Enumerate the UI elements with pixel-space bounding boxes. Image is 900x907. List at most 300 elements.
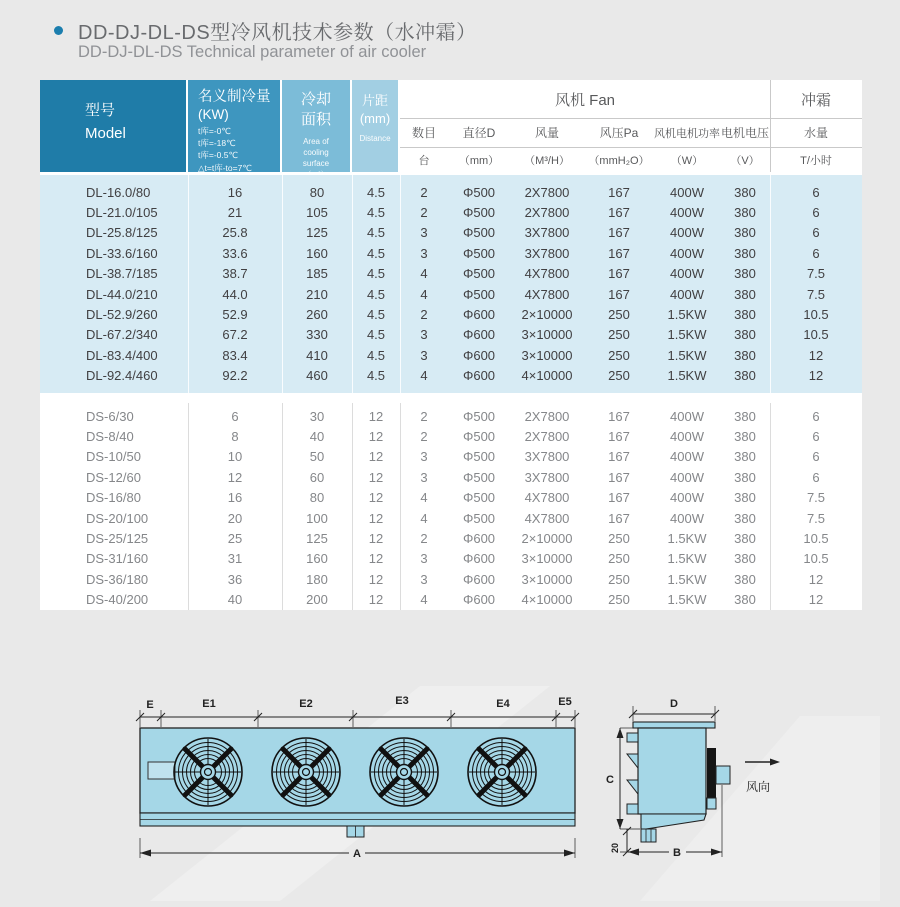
wind-direction-label: 风向 <box>746 780 771 794</box>
model-cell: DS-36/180 <box>86 571 149 587</box>
value-cell: 6 <box>812 225 820 241</box>
fan-col-pressure: 风压Pa <box>599 126 639 140</box>
capacity-note: t库=-0.5℃ <box>198 150 239 161</box>
value-cell: 4.5 <box>366 266 386 282</box>
value-cell: 12 <box>808 592 824 608</box>
value-cell: 380 <box>734 286 756 302</box>
fan-col-diameter: 直径D <box>462 126 496 140</box>
model-cell: DS-40/200 <box>86 592 149 608</box>
value-cell: 1.5KW <box>667 571 707 587</box>
value-cell: 80 <box>309 490 325 506</box>
value-cell: 20 <box>227 510 243 526</box>
value-cell: 2 <box>420 531 428 547</box>
header-frost <box>770 80 862 172</box>
value-cell: 167 <box>608 408 630 424</box>
model-cell: DL-21.0/105 <box>86 205 158 221</box>
value-cell: 380 <box>734 245 756 261</box>
value-cell: 400W <box>670 225 704 241</box>
value-cell: 4.5 <box>366 225 386 241</box>
value-cell: 3 <box>420 571 428 587</box>
dim-label-c: C <box>606 774 614 786</box>
table-row <box>40 284 862 304</box>
value-cell: 3 <box>420 347 428 363</box>
table-row <box>40 223 862 243</box>
value-cell: Φ500 <box>462 429 496 445</box>
value-cell: Φ600 <box>462 592 496 608</box>
value-cell: 12 <box>808 368 824 384</box>
fan-unit: 台 <box>418 154 430 167</box>
dim-label-e4: E4 <box>496 698 510 710</box>
fan-col-voltage: 电机电压 <box>720 126 769 140</box>
value-cell: 250 <box>608 571 630 587</box>
value-cell: 167 <box>608 469 630 485</box>
value-cell: 33.6 <box>222 245 248 261</box>
value-cell: 12 <box>368 469 384 485</box>
value-cell: 380 <box>734 531 756 547</box>
fan-grille-icon <box>468 738 536 806</box>
value-cell: 380 <box>734 490 756 506</box>
value-cell: Φ500 <box>462 266 496 282</box>
value-cell: 400W <box>670 245 704 261</box>
value-cell: Φ600 <box>462 571 496 587</box>
title-bullet-icon <box>54 26 63 35</box>
value-cell: 3×10000 <box>521 571 573 587</box>
value-cell: 100 <box>306 510 328 526</box>
value-cell: 40 <box>227 592 243 608</box>
value-cell: 3X7800 <box>524 245 570 261</box>
value-cell: 7.5 <box>806 490 826 506</box>
value-cell: 380 <box>734 429 756 445</box>
table-row <box>40 325 862 345</box>
value-cell: 4.5 <box>366 307 386 323</box>
value-cell: 83.4 <box>222 347 248 363</box>
model-cell: DS-8/40 <box>86 429 134 445</box>
value-cell: 38.7 <box>222 266 248 282</box>
value-cell: 380 <box>734 469 756 485</box>
value-cell: 380 <box>734 592 756 608</box>
table-row <box>40 508 862 528</box>
value-cell: 250 <box>608 592 630 608</box>
dim-label-e5: E5 <box>558 696 572 708</box>
dim-label-e2: E2 <box>299 698 313 710</box>
header-model <box>40 80 186 172</box>
value-cell: 12 <box>368 571 384 587</box>
value-cell: 4 <box>420 266 428 282</box>
value-cell: 30 <box>309 408 325 424</box>
value-cell: 167 <box>608 510 630 526</box>
value-cell: 4X7800 <box>524 266 570 282</box>
ds-section <box>40 403 862 610</box>
value-cell: 4 <box>420 490 428 506</box>
value-cell: 380 <box>734 510 756 526</box>
value-cell: 380 <box>734 266 756 282</box>
model-cell: DS-6/30 <box>86 408 134 424</box>
value-cell: Φ500 <box>462 184 496 200</box>
value-cell: 31 <box>227 551 243 567</box>
value-cell: 6 <box>812 408 820 424</box>
table-row <box>40 406 862 426</box>
value-cell: 250 <box>608 531 630 547</box>
value-cell: 4X7800 <box>524 490 570 506</box>
value-cell: 160 <box>306 551 328 567</box>
value-cell: 2X7800 <box>524 429 570 445</box>
model-cell: DS-31/160 <box>86 551 149 567</box>
value-cell: 4.5 <box>366 368 386 384</box>
value-cell: 180 <box>306 571 328 587</box>
value-cell: Φ500 <box>462 286 496 302</box>
value-cell: 3 <box>420 449 428 465</box>
value-cell: 4 <box>420 510 428 526</box>
value-cell: 3 <box>420 245 428 261</box>
value-cell: 6 <box>812 245 820 261</box>
value-cell: 7.5 <box>806 510 826 526</box>
header-capacity-unit: (KW) <box>198 106 229 122</box>
value-cell: Φ500 <box>462 510 496 526</box>
value-cell: 1.5KW <box>667 592 707 608</box>
value-cell: 167 <box>608 245 630 261</box>
fan-grille-icon <box>272 738 340 806</box>
value-cell: Φ600 <box>462 327 496 343</box>
header-frost-sub: 水量 <box>803 126 828 140</box>
value-cell: 4×10000 <box>521 592 573 608</box>
fan-col-count: 数目 <box>411 126 436 140</box>
value-cell: 4X7800 <box>524 510 570 526</box>
value-cell: 260 <box>306 307 328 323</box>
name-plate <box>148 762 175 779</box>
value-cell: 12 <box>368 429 384 445</box>
value-cell: 3 <box>420 327 428 343</box>
value-cell: 4 <box>420 592 428 608</box>
header-model-en: Model <box>85 125 126 143</box>
value-cell: 12 <box>368 551 384 567</box>
value-cell: 12 <box>368 449 384 465</box>
value-cell: 1.5KW <box>667 307 707 323</box>
value-cell: 12 <box>368 510 384 526</box>
value-cell: 125 <box>306 531 328 547</box>
table-row <box>40 447 862 467</box>
header-divider <box>400 147 862 148</box>
value-cell: 3 <box>420 225 428 241</box>
value-cell: 4.5 <box>366 245 386 261</box>
value-cell: 1.5KW <box>667 368 707 384</box>
value-cell: Φ500 <box>462 490 496 506</box>
spec-table <box>40 80 862 610</box>
value-cell: 3 <box>420 551 428 567</box>
table-row <box>40 202 862 222</box>
value-cell: 2 <box>420 429 428 445</box>
page-title: DD-DJ-DL-DS型冷风机技术参数（水冲霜） <box>78 22 477 44</box>
value-cell: 2X7800 <box>524 205 570 221</box>
value-cell: 12 <box>808 571 824 587</box>
value-cell: 1.5KW <box>667 327 707 343</box>
value-cell: 25 <box>227 531 243 547</box>
value-cell: 7.5 <box>806 286 826 302</box>
value-cell: 12 <box>227 469 243 485</box>
value-cell: 167 <box>608 184 630 200</box>
value-cell: 10 <box>227 449 243 465</box>
table-row <box>40 426 862 446</box>
value-cell: 12 <box>368 592 384 608</box>
value-cell: 380 <box>734 368 756 384</box>
value-cell: 210 <box>306 286 328 302</box>
header-distance-en: Distance <box>359 134 391 144</box>
side-fan-icon <box>707 748 716 798</box>
dim-label-e: E <box>146 699 154 711</box>
value-cell: 12 <box>368 531 384 547</box>
model-cell: DL-52.9/260 <box>86 307 158 323</box>
value-cell: 400W <box>670 429 704 445</box>
value-cell: Φ500 <box>462 469 496 485</box>
value-cell: 50 <box>309 449 325 465</box>
model-cell: DS-12/60 <box>86 469 141 485</box>
value-cell: 1.5KW <box>667 551 707 567</box>
dim-label-20: 20 <box>610 842 620 854</box>
value-cell: 4.5 <box>366 347 386 363</box>
header-frost-unit: T/小时 <box>800 154 832 167</box>
header-divider <box>400 118 862 119</box>
capacity-note: t库=-18℃ <box>198 138 236 149</box>
value-cell: 2×10000 <box>521 307 573 323</box>
value-cell: 16 <box>227 490 243 506</box>
value-cell: 6 <box>231 408 239 424</box>
table-row <box>40 488 862 508</box>
value-cell: Φ600 <box>462 368 496 384</box>
model-cell: DS-20/100 <box>86 510 149 526</box>
value-cell: 460 <box>306 368 328 384</box>
value-cell: 400W <box>670 286 704 302</box>
value-cell: 2 <box>420 205 428 221</box>
dl-rows <box>40 175 862 386</box>
header-area-en: Area of cooling surface <box>302 136 330 168</box>
value-cell: 4.5 <box>366 184 386 200</box>
value-cell: 4.5 <box>366 205 386 221</box>
value-cell: 6 <box>812 429 820 445</box>
value-cell: 4 <box>420 368 428 384</box>
header-distance <box>352 80 398 172</box>
value-cell: 380 <box>734 449 756 465</box>
fan-unit: （M³/H） <box>524 154 570 167</box>
value-cell: 10.5 <box>803 307 829 323</box>
front-view <box>136 695 579 860</box>
value-cell: 4 <box>420 286 428 302</box>
value-cell: 3×10000 <box>521 327 573 343</box>
technical-drawing <box>120 686 880 901</box>
dim-label-e3: E3 <box>395 695 409 707</box>
value-cell: Φ600 <box>462 347 496 363</box>
value-cell: 167 <box>608 266 630 282</box>
value-cell: 400W <box>670 469 704 485</box>
model-cell: DL-33.6/160 <box>86 245 158 261</box>
value-cell: 6 <box>812 205 820 221</box>
value-cell: 1.5KW <box>667 531 707 547</box>
value-cell: 21 <box>227 205 243 221</box>
fan-unit: （mm） <box>458 154 500 167</box>
value-cell: 250 <box>608 347 630 363</box>
value-cell: 3×10000 <box>521 347 573 363</box>
header-capacity <box>188 80 280 172</box>
value-cell: Φ500 <box>462 408 496 424</box>
value-cell: 185 <box>306 266 328 282</box>
value-cell: 2×10000 <box>521 531 573 547</box>
value-cell: 380 <box>734 408 756 424</box>
value-cell: 250 <box>608 327 630 343</box>
value-cell: 380 <box>734 347 756 363</box>
value-cell: 330 <box>306 327 328 343</box>
table-row <box>40 549 862 569</box>
header-frost-zh: 冲霜 <box>800 91 831 109</box>
value-cell: 400W <box>670 510 704 526</box>
fan-unit: （mmH₂O） <box>588 154 650 167</box>
value-cell: 3×10000 <box>521 551 573 567</box>
header-fan-group <box>400 80 770 172</box>
value-cell: 380 <box>734 205 756 221</box>
value-cell: 400W <box>670 205 704 221</box>
value-cell: 10.5 <box>803 531 829 547</box>
value-cell: 400W <box>670 449 704 465</box>
value-cell: 250 <box>608 307 630 323</box>
value-cell: Φ500 <box>462 205 496 221</box>
fan-grille-icon <box>174 738 242 806</box>
value-cell: 3 <box>420 469 428 485</box>
table-row <box>40 366 862 386</box>
value-cell: 8 <box>231 429 239 445</box>
header-divider <box>770 80 771 172</box>
value-cell: 200 <box>306 592 328 608</box>
value-cell: 167 <box>608 205 630 221</box>
value-cell: 167 <box>608 225 630 241</box>
table-row <box>40 264 862 284</box>
model-cell: DL-83.4/400 <box>86 347 158 363</box>
value-cell: 167 <box>608 286 630 302</box>
ds-rows <box>40 403 862 610</box>
model-cell: DS-10/50 <box>86 449 141 465</box>
fan-unit: （W） <box>670 154 704 167</box>
value-cell: 410 <box>306 347 328 363</box>
table-row <box>40 569 862 589</box>
header-model-zh: 型号 <box>85 102 116 119</box>
value-cell: 2X7800 <box>524 184 570 200</box>
header-capacity-zh: 名义制冷量 <box>198 89 271 105</box>
value-cell: Φ600 <box>462 307 496 323</box>
table-row <box>40 243 862 263</box>
dim-label-a: A <box>353 848 361 860</box>
value-cell: 4.5 <box>366 286 386 302</box>
value-cell: 40 <box>309 429 325 445</box>
page-subtitle: DD-DJ-DL-DS Technical parameter of air cooler <box>78 43 427 61</box>
value-cell: 3X7800 <box>524 469 570 485</box>
value-cell: 3X7800 <box>524 449 570 465</box>
value-cell: 167 <box>608 449 630 465</box>
fan-grille-icon <box>370 738 438 806</box>
value-cell: Φ600 <box>462 531 496 547</box>
header-area <box>282 80 350 172</box>
value-cell: 400W <box>670 184 704 200</box>
header-fan-title: 风机 Fan <box>554 91 615 109</box>
value-cell: 36 <box>227 571 243 587</box>
value-cell: 400W <box>670 490 704 506</box>
value-cell: 2 <box>420 408 428 424</box>
capacity-note: △t=t库-to=7℃ <box>198 162 252 173</box>
value-cell: 2X7800 <box>524 408 570 424</box>
value-cell: 92.2 <box>222 368 248 384</box>
table-row <box>40 304 862 324</box>
fan-units-row <box>400 147 770 172</box>
model-cell: DL-38.7/185 <box>86 266 158 282</box>
value-cell: 4×10000 <box>521 368 573 384</box>
capacity-note: t库=-0℃ <box>198 125 231 136</box>
value-cell: 1.5KW <box>667 347 707 363</box>
value-cell: 60 <box>309 469 325 485</box>
value-cell: 7.5 <box>806 266 826 282</box>
value-cell: 250 <box>608 551 630 567</box>
value-cell: 380 <box>734 551 756 567</box>
dl-section <box>40 175 862 393</box>
value-cell: 380 <box>734 307 756 323</box>
value-cell: Φ500 <box>462 225 496 241</box>
dim-label-b: B <box>673 847 681 859</box>
value-cell: 80 <box>309 184 325 200</box>
value-cell: 380 <box>734 327 756 343</box>
value-cell: 10.5 <box>803 327 829 343</box>
drain-outlet <box>641 829 656 842</box>
value-cell: 380 <box>734 571 756 587</box>
value-cell: 12 <box>368 408 384 424</box>
fan-unit: （V） <box>730 154 760 167</box>
value-cell: 67.2 <box>222 327 248 343</box>
table-row <box>40 467 862 487</box>
value-cell: Φ500 <box>462 449 496 465</box>
value-cell: 4X7800 <box>524 286 570 302</box>
value-cell: 6 <box>812 469 820 485</box>
value-cell: 12 <box>808 347 824 363</box>
value-cell: 3X7800 <box>524 225 570 241</box>
value-cell: 6 <box>812 449 820 465</box>
value-cell: 16 <box>227 184 243 200</box>
dim-label-e1: E1 <box>202 698 216 710</box>
value-cell: 400W <box>670 408 704 424</box>
value-cell: 167 <box>608 429 630 445</box>
value-cell: 380 <box>734 184 756 200</box>
value-cell: 44.0 <box>222 286 248 302</box>
value-cell: 2 <box>420 307 428 323</box>
value-cell: 4.5 <box>366 327 386 343</box>
model-cell: DS-25/125 <box>86 531 149 547</box>
model-cell: DL-25.8/125 <box>86 225 158 241</box>
value-cell: 105 <box>306 205 328 221</box>
value-cell: 52.9 <box>222 307 248 323</box>
value-cell: 6 <box>812 184 820 200</box>
model-cell: DS-16/80 <box>86 490 141 506</box>
model-cell: DL-16.0/80 <box>86 184 151 200</box>
header-distance-zh: 片距 (mm) <box>359 93 391 127</box>
value-cell: 10.5 <box>803 551 829 567</box>
header-area-zh: 冷却 面积 <box>300 91 331 129</box>
value-cell: 12 <box>368 490 384 506</box>
table-row <box>40 590 862 610</box>
fan-col-power: 风机电机功率 <box>654 127 720 140</box>
value-cell: 160 <box>306 245 328 261</box>
model-cell: DL-44.0/210 <box>86 286 158 302</box>
table-row <box>40 182 862 202</box>
value-cell: 125 <box>306 225 328 241</box>
table-row <box>40 345 862 365</box>
value-cell: 380 <box>734 225 756 241</box>
value-cell: 167 <box>608 490 630 506</box>
model-cell: DL-92.4/460 <box>86 368 158 384</box>
value-cell: 25.8 <box>222 225 248 241</box>
table-row <box>40 528 862 548</box>
fan-col-airflow: 风量 <box>534 126 559 140</box>
